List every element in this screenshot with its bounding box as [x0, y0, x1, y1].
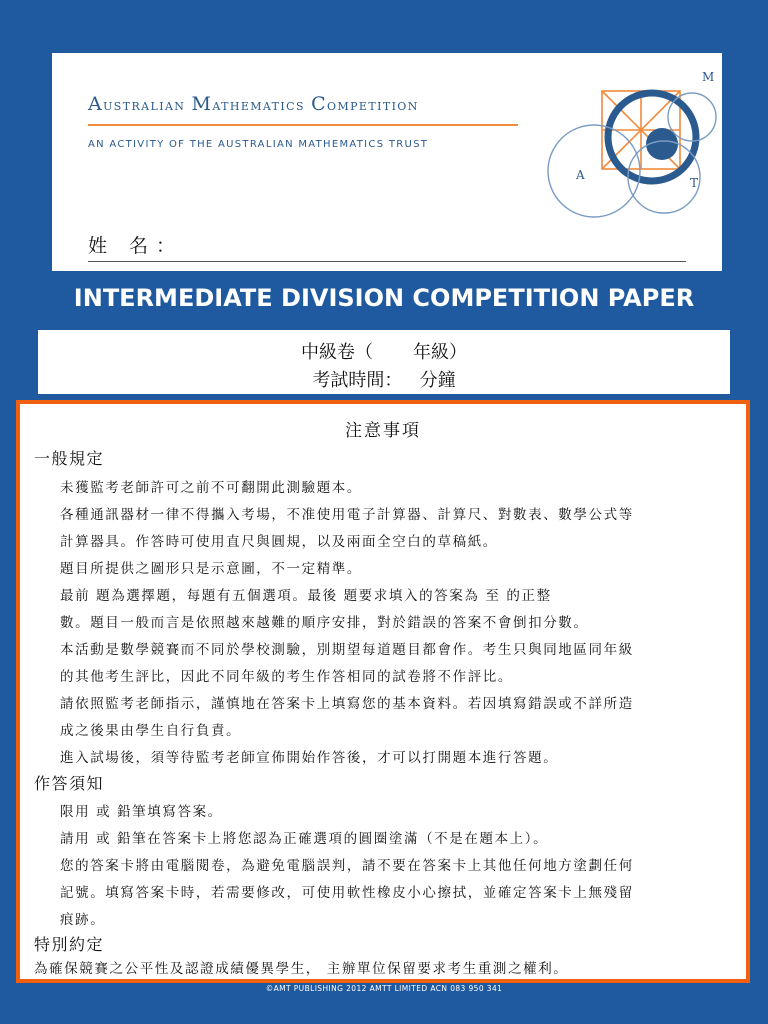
competition-name: Australian Mathematics Competition	[88, 93, 419, 115]
answering-rule-line: 限用 或 鉛筆填寫答案。	[60, 804, 223, 820]
section-heading-special: 特別約定	[34, 935, 105, 954]
header-panel	[52, 53, 722, 271]
general-rule-line: 數。題目一般而言是依照越來越難的順序安排，對於錯誤的答案不會倒扣分數。	[60, 615, 589, 631]
general-rule-line: 題目所提供之圖形只是示意圖，不一定精準。	[60, 561, 362, 577]
grade-panel	[38, 330, 730, 394]
competition-subtitle: AN ACTIVITY OF THE AUSTRALIAN MATHEMATICS TRUST	[88, 139, 429, 150]
general-rule-line: 成之後果由學生自行負責。	[60, 723, 242, 739]
general-rule-line: 本活動是數學競賽而不同於學校測驗，別期望每道題目都會作。考生只與同地區同年級	[60, 642, 634, 658]
general-rule-line: 最前 題為選擇題，每題有五個選項。最後 題要求填入的答案為 至 的正整	[60, 588, 552, 604]
general-rule-line: 請依照監考老師指示，謹慎地在答案卡上填寫您的基本資料。若因填寫錯誤或不詳所造	[60, 696, 634, 712]
section-heading-answering: 作答須知	[34, 774, 105, 793]
logo-letter-t: T	[690, 176, 699, 190]
duration-line: 考試時間： 分鐘	[312, 370, 456, 391]
special-rule-line: 為確保競賽之公平性及認證成績優異學生， 主辦單位保留要求考生重測之權利。	[34, 961, 569, 977]
answering-rule-line: 記號。填寫答案卡時，若需要修改，可使用軟性橡皮小心擦拭，並確定答案卡上無殘留	[60, 885, 634, 901]
answering-rule-line: 您的答案卡將由電腦閱卷，為避免電腦誤判，請不要在答案卡上其他任何地方塗劃任何	[60, 858, 634, 874]
logo-letter-m: M	[702, 70, 715, 84]
name-label: 姓 名：	[88, 235, 184, 257]
notice-panel	[16, 400, 750, 983]
general-rule-line: 的其他考生評比，因此不同年級的考生作答相同的試卷將不作評比。	[60, 669, 513, 685]
amt-logo-icon	[542, 59, 722, 249]
title-underline	[88, 124, 518, 126]
name-field[interactable]	[88, 231, 686, 262]
answering-rule-line: 請用 或 鉛筆在答案卡上將您認為正確選項的圓圈塗滿（不是在題本上）。	[60, 831, 549, 847]
general-rule-line: 各種通訊器材一律不得攜入考場，不准使用電子計算器、計算尺、對數表、數學公式等	[60, 507, 634, 523]
answering-rule-line: 痕跡。	[60, 912, 106, 928]
section-heading-general: 一般規定	[34, 449, 105, 468]
general-rule-line: 計算器具。作答時可使用直尺與圓規，以及兩面全空白的草稿紙。	[60, 534, 498, 550]
general-rule-line: 進入試場後，須等待監考老師宣佈開始作答後，才可以打開題本進行答題。	[60, 750, 559, 766]
notice-title: 注意事項	[345, 421, 421, 441]
grade-line: 中級卷（ 年級）	[300, 342, 468, 363]
copyright-footer: ©AMT PUBLISHING 2012 AMTT LIMITED ACN 083 950 341	[265, 984, 503, 993]
logo-letter-a: A	[576, 168, 585, 182]
general-rule-line: 未獲監考老師許可之前不可翻開此測驗題本。	[60, 480, 362, 496]
division-title: INTERMEDIATE DIVISION COMPETITION PAPER	[73, 284, 695, 312]
